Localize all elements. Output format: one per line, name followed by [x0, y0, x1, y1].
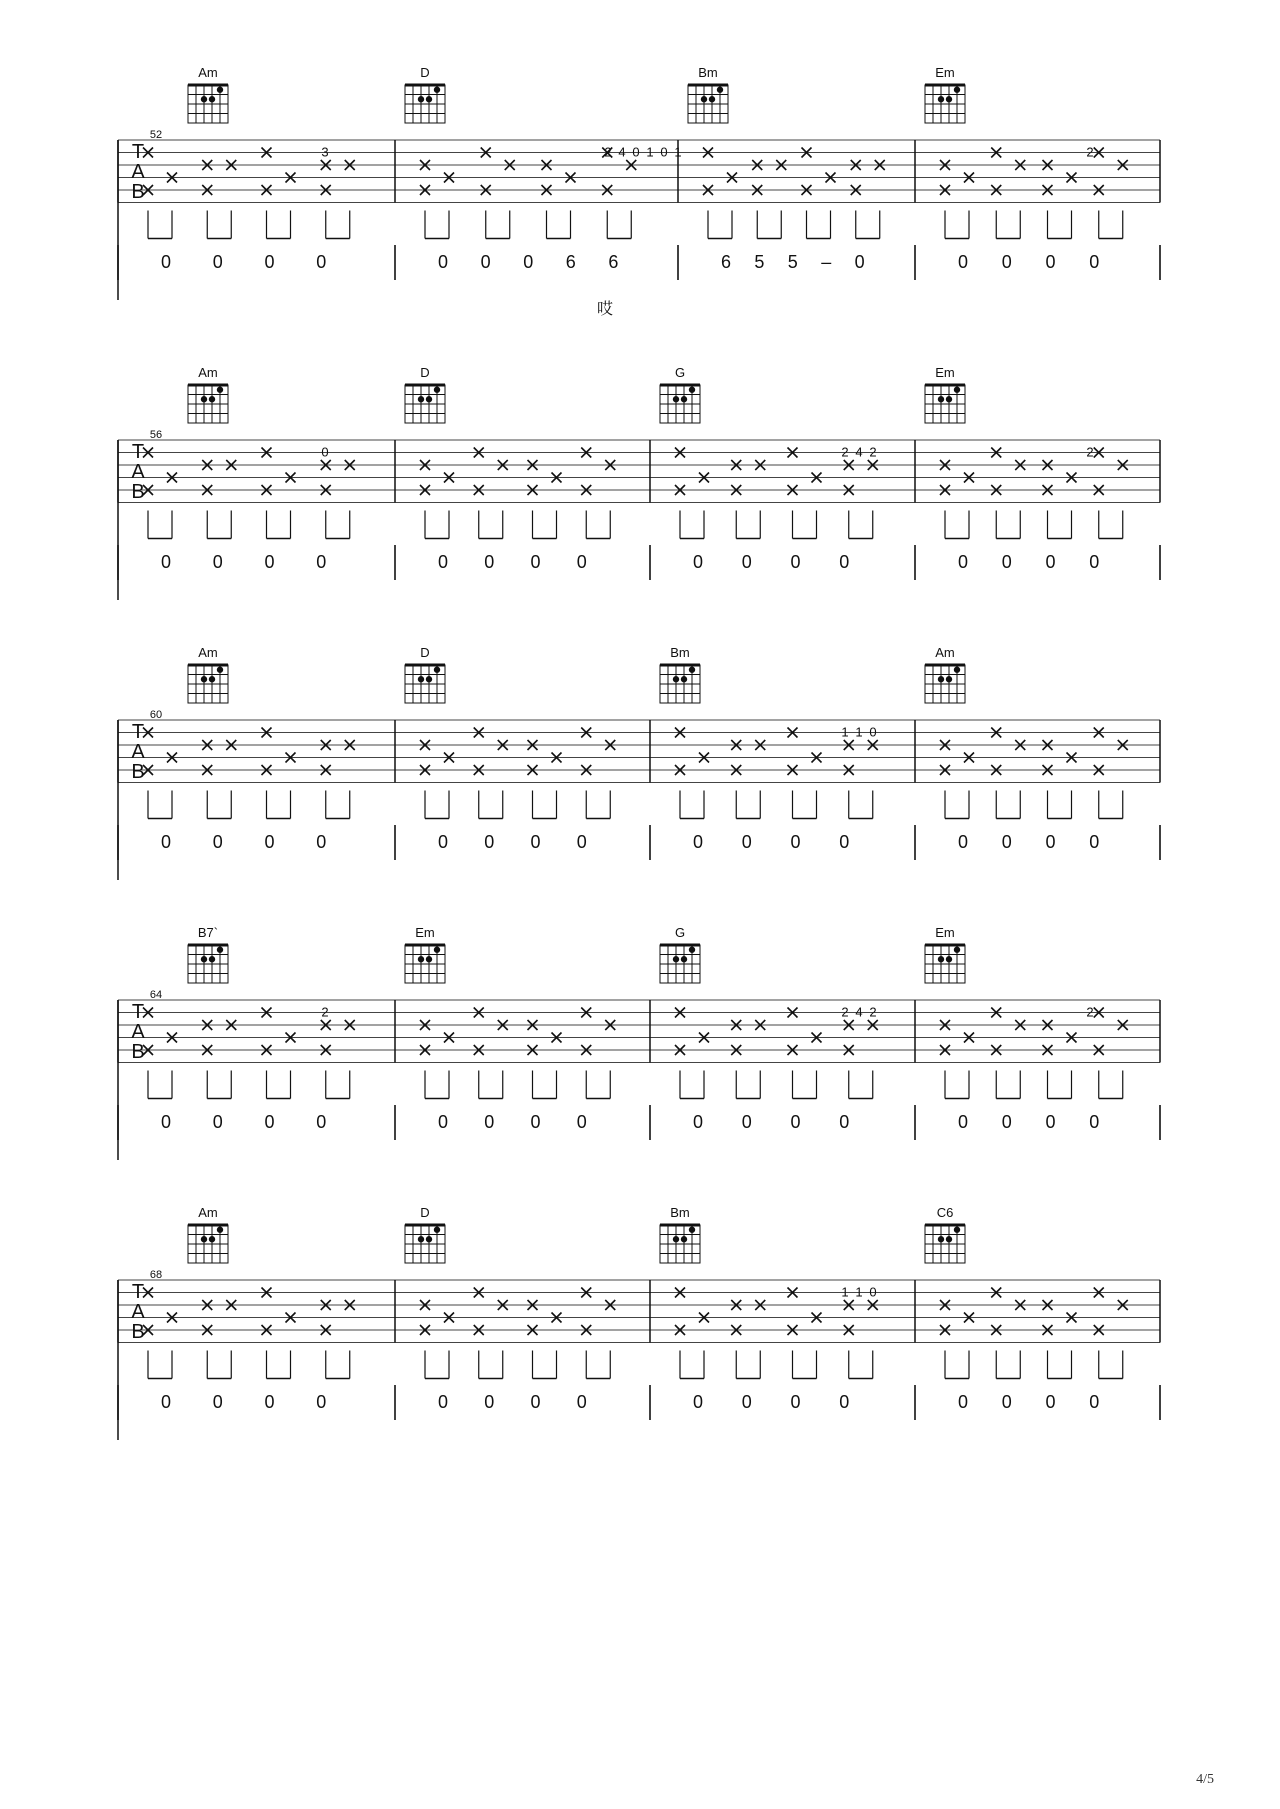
page-number: 4/5 — [1196, 1772, 1214, 1787]
jianpu-note: 0 — [484, 832, 495, 852]
jianpu-note: 0 — [437, 1392, 449, 1412]
chord-name: Am — [935, 645, 955, 660]
jianpu-note: 0 — [692, 1392, 704, 1412]
jianpu-note: 0 — [484, 1392, 495, 1412]
bar-number: 56 — [149, 429, 163, 441]
jianpu-note: 0 — [576, 1112, 587, 1132]
finger-dot — [938, 676, 944, 682]
finger-dot — [946, 676, 952, 682]
finger-dot — [681, 676, 687, 682]
fret-number: 1 — [646, 144, 654, 160]
finger-dot — [209, 956, 215, 962]
jianpu-note: 0 — [1089, 552, 1100, 572]
chord-diagram — [188, 925, 228, 983]
fret-number: 2 — [869, 444, 877, 460]
jianpu-note: 0 — [1001, 552, 1012, 572]
finger-dot — [681, 1236, 687, 1242]
jianpu-note: 0 — [316, 552, 327, 572]
jianpu-note: 0 — [839, 552, 850, 572]
fret-number: 0 — [632, 144, 640, 160]
finger-dot — [673, 396, 679, 402]
finger-dot — [689, 947, 695, 953]
chord-name: Em — [935, 65, 955, 80]
finger-dot — [217, 387, 223, 393]
chord-diagram — [660, 1205, 700, 1263]
finger-dot — [217, 947, 223, 953]
finger-dot — [938, 956, 944, 962]
jianpu-note: 0 — [212, 552, 223, 572]
jianpu-note: 0 — [530, 1392, 541, 1412]
chord-diagram — [925, 65, 965, 123]
chord-diagram — [405, 645, 445, 703]
finger-dot — [209, 396, 215, 402]
jianpu-note: 0 — [576, 1392, 587, 1412]
chord-diagram — [660, 365, 700, 423]
finger-dot — [434, 667, 440, 673]
jianpu-note: 0 — [692, 552, 704, 572]
fret-number: 4 — [855, 444, 863, 460]
jianpu-note: 0 — [160, 252, 172, 272]
finger-dot — [201, 1236, 207, 1242]
system-52 — [118, 65, 1160, 318]
fret-number: 2 — [1086, 1004, 1094, 1020]
finger-dot — [946, 96, 952, 102]
chord-diagram — [688, 65, 728, 123]
jianpu-note: 0 — [316, 1392, 327, 1412]
chord-name: D — [420, 1205, 430, 1220]
finger-dot — [434, 947, 440, 953]
finger-dot — [954, 1227, 960, 1233]
finger-dot — [938, 396, 944, 402]
system-60 — [118, 645, 1160, 880]
chord-name: G — [674, 365, 686, 380]
finger-dot — [717, 87, 723, 93]
tab-clef-letter: A — [131, 161, 145, 183]
jianpu-note: 0 — [839, 832, 850, 852]
finger-dot — [201, 956, 207, 962]
finger-dot — [701, 96, 707, 102]
finger-dot — [954, 87, 960, 93]
jianpu-note: 0 — [957, 832, 969, 852]
bar-number: 68 — [149, 1269, 163, 1281]
jianpu-note: 0 — [790, 1392, 801, 1412]
finger-dot — [709, 96, 715, 102]
fret-number: 4 — [618, 144, 626, 160]
tab-clef-letter: B — [131, 181, 145, 203]
jianpu-note: 0 — [264, 1392, 275, 1412]
jianpu-note: 0 — [160, 832, 172, 852]
jianpu-note: 0 — [957, 552, 969, 572]
jianpu-note: 0 — [1045, 1112, 1056, 1132]
finger-dot — [689, 667, 695, 673]
jianpu-note: 0 — [957, 252, 969, 272]
chord-name: Em — [415, 925, 435, 940]
jianpu-note: 0 — [790, 832, 801, 852]
jianpu-note: 0 — [741, 1112, 752, 1132]
jianpu-note: 0 — [316, 1112, 327, 1132]
bar-number: 64 — [149, 989, 163, 1001]
chord-diagram — [925, 925, 965, 983]
tab-clef-letter: A — [131, 741, 145, 763]
jianpu-note: 0 — [1045, 252, 1056, 272]
jianpu-note: 0 — [1089, 832, 1100, 852]
finger-dot — [938, 1236, 944, 1242]
tab-clef-letter: B — [131, 1321, 145, 1343]
finger-dot — [673, 676, 679, 682]
chord-name: D — [420, 65, 430, 80]
finger-dot — [426, 676, 432, 682]
tab-clef-letter: B — [131, 1041, 145, 1063]
finger-dot — [689, 387, 695, 393]
jianpu-note: 0 — [530, 1112, 541, 1132]
chord-diagram — [925, 365, 965, 423]
jianpu-note: 0 — [839, 1112, 850, 1132]
jianpu-note: 0 — [316, 832, 327, 852]
finger-dot — [418, 956, 424, 962]
jianpu-note: 0 — [1089, 1112, 1100, 1132]
jianpu-note: 0 — [264, 832, 275, 852]
fret-number: 2 — [604, 144, 612, 160]
jianpu-note: 0 — [437, 1112, 449, 1132]
finger-dot — [681, 956, 687, 962]
chord-name: Am — [198, 365, 218, 380]
chord-name: G — [674, 925, 686, 940]
jianpu-note: – — [821, 252, 832, 272]
jianpu-note: 0 — [212, 1112, 223, 1132]
fret-number: 1 — [674, 144, 682, 160]
chord-name: Bm — [698, 65, 718, 80]
fret-number: 4 — [855, 1004, 863, 1020]
jianpu-note: 0 — [160, 1112, 172, 1132]
finger-dot — [946, 1236, 952, 1242]
chord-name: D — [420, 645, 430, 660]
tab-clef-letter: T — [131, 1281, 145, 1303]
fret-number: 0 — [869, 724, 877, 740]
tab-clef-letter: B — [131, 481, 145, 503]
jianpu-note: 0 — [212, 1392, 223, 1412]
chord-diagram — [660, 645, 700, 703]
finger-dot — [426, 396, 432, 402]
jianpu-note: 6 — [608, 252, 619, 272]
chord-name: C6 — [936, 1205, 954, 1220]
tab-clef-letter: A — [131, 1021, 145, 1043]
chord-diagram — [188, 1205, 228, 1263]
finger-dot — [434, 387, 440, 393]
jianpu-note: 0 — [957, 1392, 969, 1412]
finger-dot — [954, 947, 960, 953]
chord-diagram — [405, 65, 445, 123]
finger-dot — [201, 676, 207, 682]
chord-diagram — [405, 1205, 445, 1263]
finger-dot — [418, 1236, 424, 1242]
jianpu-note: 0 — [692, 832, 704, 852]
finger-dot — [954, 387, 960, 393]
chord-name: D — [420, 365, 430, 380]
chord-diagram — [925, 1205, 965, 1263]
finger-dot — [426, 96, 432, 102]
tab-clef-letter: T — [131, 721, 145, 743]
jianpu-note: 0 — [437, 252, 449, 272]
fret-number: 2 — [1086, 444, 1094, 460]
jianpu-note: 0 — [1001, 1112, 1012, 1132]
jianpu-note: 0 — [437, 552, 449, 572]
jianpu-note: 0 — [1045, 552, 1056, 572]
chord-name: Am — [198, 65, 218, 80]
tab-clef-letter: A — [131, 1301, 145, 1323]
fret-number: 1 — [841, 724, 849, 740]
finger-dot — [418, 676, 424, 682]
jianpu-note: 0 — [854, 252, 865, 272]
jianpu-note: 0 — [264, 552, 275, 572]
chord-name: Em — [935, 925, 955, 940]
jianpu-note: 0 — [576, 832, 587, 852]
jianpu-note: 0 — [212, 252, 223, 272]
finger-dot — [954, 667, 960, 673]
finger-dot — [673, 1236, 679, 1242]
finger-dot — [946, 956, 952, 962]
jianpu-note: 0 — [741, 552, 752, 572]
tab-clef-letter: A — [131, 461, 145, 483]
fret-number: 1 — [841, 1284, 849, 1300]
chord-name: B7` — [197, 925, 219, 940]
lyric-text: 哎 — [596, 301, 614, 318]
chord-diagram — [660, 925, 700, 983]
finger-dot — [201, 396, 207, 402]
fret-number: 2 — [869, 1004, 877, 1020]
jianpu-note: 0 — [1045, 832, 1056, 852]
fret-number: 0 — [321, 444, 329, 460]
finger-dot — [689, 1227, 695, 1233]
chord-name: Am — [198, 645, 218, 660]
finger-dot — [217, 1227, 223, 1233]
finger-dot — [434, 87, 440, 93]
jianpu-note: 0 — [957, 1112, 969, 1132]
fret-number: 0 — [660, 144, 668, 160]
jianpu-note: 0 — [523, 252, 534, 272]
finger-dot — [418, 96, 424, 102]
jianpu-note: 0 — [160, 1392, 172, 1412]
finger-dot — [434, 1227, 440, 1233]
jianpu-note: 5 — [787, 252, 798, 272]
tab-clef-letter: T — [131, 141, 145, 163]
jianpu-note: 0 — [484, 552, 495, 572]
jianpu-note: 0 — [264, 252, 275, 272]
jianpu-note: 0 — [790, 1112, 801, 1132]
finger-dot — [209, 1236, 215, 1242]
bar-number: 52 — [149, 129, 163, 141]
jianpu-note: 0 — [576, 552, 587, 572]
jianpu-note: 0 — [264, 1112, 275, 1132]
chord-diagram — [925, 645, 965, 703]
finger-dot — [681, 396, 687, 402]
finger-dot — [209, 676, 215, 682]
jianpu-note: 0 — [1089, 252, 1100, 272]
bar-number: 60 — [149, 709, 163, 721]
jianpu-note: 0 — [480, 252, 491, 272]
chord-diagram — [188, 365, 228, 423]
chord-name: Bm — [670, 1205, 690, 1220]
finger-dot — [426, 1236, 432, 1242]
jianpu-note: 0 — [790, 552, 801, 572]
jianpu-note: 0 — [1089, 1392, 1100, 1412]
jianpu-note: 0 — [530, 552, 541, 572]
jianpu-note: 0 — [530, 832, 541, 852]
jianpu-note: 0 — [1001, 1392, 1012, 1412]
finger-dot — [201, 96, 207, 102]
finger-dot — [946, 396, 952, 402]
jianpu-note: 0 — [692, 1112, 704, 1132]
jianpu-note: 6 — [720, 252, 732, 272]
chord-diagram — [405, 925, 445, 983]
fret-number: 0 — [869, 1284, 877, 1300]
jianpu-note: 0 — [839, 1392, 850, 1412]
jianpu-note: 0 — [1045, 1392, 1056, 1412]
jianpu-note: 6 — [565, 252, 576, 272]
jianpu-note: 0 — [1001, 252, 1012, 272]
finger-dot — [418, 396, 424, 402]
chord-diagram — [405, 365, 445, 423]
jianpu-note: 0 — [316, 252, 327, 272]
tab-clef-letter: B — [131, 761, 145, 783]
finger-dot — [426, 956, 432, 962]
jianpu-note: 0 — [1001, 832, 1012, 852]
finger-dot — [217, 87, 223, 93]
jianpu-note: 0 — [741, 832, 752, 852]
jianpu-note: 0 — [484, 1112, 495, 1132]
fret-number: 1 — [855, 724, 863, 740]
chord-name: Am — [198, 1205, 218, 1220]
chord-diagram — [188, 645, 228, 703]
jianpu-note: 0 — [212, 832, 223, 852]
chord-diagram — [188, 65, 228, 123]
system-68 — [118, 1205, 1160, 1440]
system-64 — [118, 925, 1160, 1160]
jianpu-note: 0 — [437, 832, 449, 852]
tab-clef-letter: T — [131, 441, 145, 463]
fret-number: 2 — [841, 1004, 849, 1020]
finger-dot — [209, 96, 215, 102]
jianpu-note: 5 — [754, 252, 765, 272]
fret-number: 2 — [321, 1004, 329, 1020]
chord-name: Em — [935, 365, 955, 380]
fret-number: 3 — [321, 144, 329, 160]
system-56 — [118, 365, 1160, 600]
fret-number: 2 — [1086, 144, 1094, 160]
finger-dot — [217, 667, 223, 673]
tab-clef-letter: T — [131, 1001, 145, 1023]
finger-dot — [673, 956, 679, 962]
chord-name: Bm — [670, 645, 690, 660]
jianpu-note: 0 — [160, 552, 172, 572]
fret-number: 2 — [841, 444, 849, 460]
jianpu-note: 0 — [741, 1392, 752, 1412]
finger-dot — [938, 96, 944, 102]
fret-number: 1 — [855, 1284, 863, 1300]
